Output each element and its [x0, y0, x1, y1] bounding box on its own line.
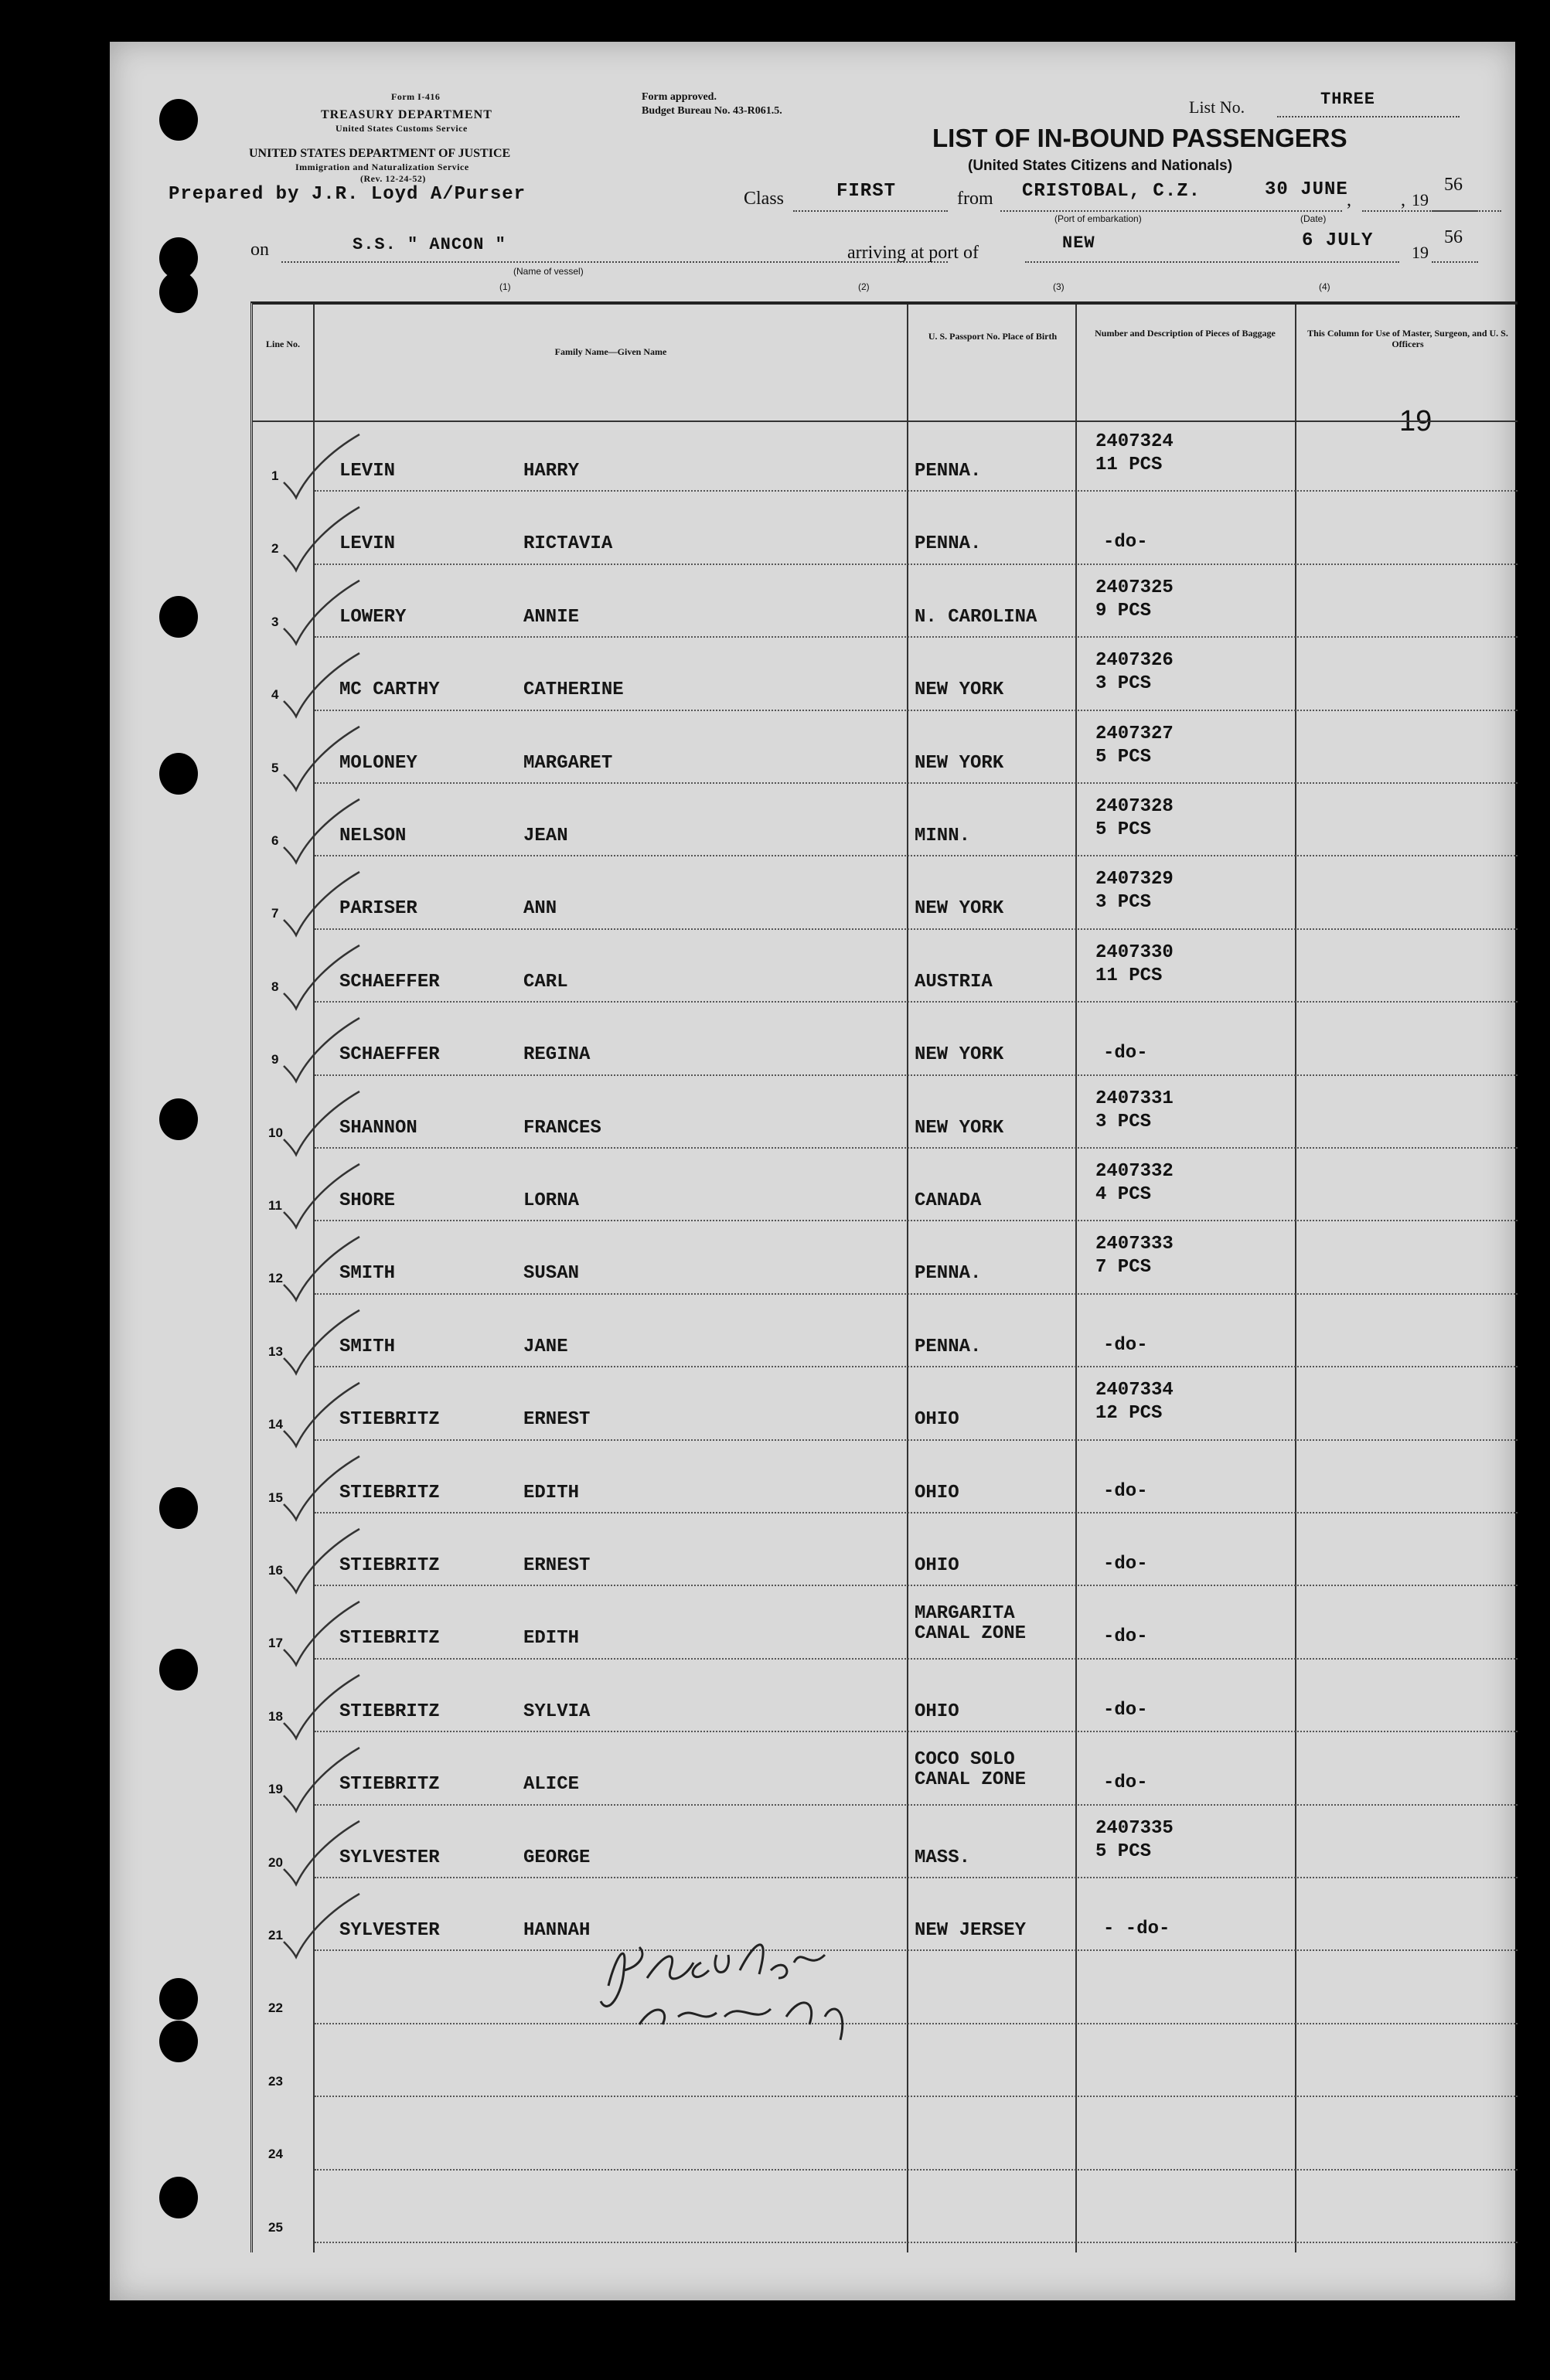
list-no-value: THREE [1320, 90, 1376, 109]
check-mark [268, 1158, 361, 1235]
baggage-number: 2407329 [1095, 869, 1174, 890]
place-of-birth: NEW YORK [915, 752, 1004, 774]
family-name: LEVIN [339, 533, 396, 555]
place-of-birth: PENNA. [915, 1263, 982, 1285]
line-number: 10 [268, 1125, 283, 1140]
dept-justice-sub: Immigration and Naturalization Service [295, 162, 469, 172]
line-number: 2 [271, 541, 279, 557]
page-title: LIST OF IN-BOUND PASSENGERS [932, 124, 1347, 152]
row-divider [315, 928, 1518, 930]
row-divider [315, 1293, 1518, 1295]
family-name: NELSON [339, 826, 407, 846]
binder-hole [159, 1978, 198, 2020]
line-number: 6 [271, 833, 279, 848]
given-name: MARGARET [523, 752, 613, 774]
family-name: STIEBRITZ [339, 1628, 440, 1650]
row-divider [315, 564, 1518, 565]
line-number: 13 [268, 1343, 283, 1359]
place-of-birth: CANADA [915, 1190, 982, 1211]
port-embarkation: CRISTOBAL, C.Z. [1022, 181, 1201, 202]
place-of-birth: PENNA. [915, 533, 982, 555]
family-name: SCHAEFFER [339, 971, 440, 993]
baggage-number: 2407327 [1095, 723, 1174, 744]
given-name: GEORGE [523, 1847, 591, 1868]
page-subtitle: (United States Citizens and Nationals) [968, 158, 1233, 174]
passenger-table [250, 301, 1518, 2252]
row-divider [315, 1001, 1518, 1003]
date-arrival: 6 JULY [1302, 230, 1374, 251]
family-name: SYLVESTER [339, 1847, 440, 1868]
col-num-3: (3) [1053, 281, 1065, 292]
row-divider [315, 2242, 1518, 2243]
line-number: 18 [268, 1708, 283, 1724]
row-divider [315, 1804, 1518, 1806]
manifest-page: Form I-416 TREASURY DEPARTMENT United States Customs Service UNITED STATES DEPARTMENT OF JUSTICE Immigration and Naturalization Service (Rev. 12-24-52) Form approved. Budget Bureau No. 43-R061.5. List No. THREE LIST OF IN-BOUND PASSENGERS (United States Citizens and Nationals) Prepared by J.R. Loyd A/Purser Class FIRST from CRISTOBAL, C.Z. (Port of embarkation) , 30 JUNE (Date) , 19 56 on S.S. " ANCON " (Name of vessel) arriving at port of NEW 6 JULY 19 56 (1) (2) (3) (4) 19 Line No. Family Name—Given Name U. S. Passport No. Place of Birth Number and Description of Pieces of Baggage This Column for Use of Master, Surgeon, and U. S. Officers 1 LEVIN HARRY PENNA. 2407324 11 PCS 2 LEVIN RICTAVIA PENNA. -do- 3 LOWERY ANNIE N. CAROLINA 2407325 9 PCS 4 MC CARTHY CATHERINE NEW YORK 2407326 3 PCS 5 MOLONEY MARGARET NEW YORK 2407327 5 PCS 6 NELSON JEAN MINN. 2407328 5 PCS 7 PARISER ANN NEW YORK 2407329 3 PCS 8 SCHAEFFER CARL AUSTRIA 2407330 11 PCS 9 SCHAEFFER REGINA NEW YORK -do- 10 SHANNON FRANCES NEW YORK 2407331 3 PCS 11 SHORE LORNA CANADA 2407332 4 PCS 12 SMITH SUSAN PENNA. 2407333 7 PCS 13 SMITH JANE PENNA. -do- 14 STIEBRITZ ERNEST OHIO 2407334 12 PCS 15 STIEBRITZ EDITH OHIO -do- 16 STIEBRITZ ERNEST OHIO -do- 17 STIEBRITZ EDITH MARGARITA CANAL ZONE -do- 18 STIEBRITZ SYLVIA OHIO -do- 19 STIEBRITZ ALICE COCO SOLO CANAL ZONE -do- 20 SYLVESTER GEORGE MASS. 2407335 5 PCS 21 SYLVESTER HANNAH NEW JERSEY - -do- 22 23 24 25 [110, 42, 1515, 2300]
baggage-number: 2407335 [1095, 1817, 1174, 1839]
place-of-birth: PENNA. [915, 1336, 982, 1357]
given-name: SUSAN [523, 1263, 580, 1285]
check-mark [268, 1742, 361, 1819]
col-header-baggage: Number and Description of Pieces of Baggage [1095, 328, 1276, 339]
check-mark [268, 1450, 361, 1527]
date-caption: (Date) [1300, 213, 1327, 224]
date-departure: 30 JUNE [1265, 179, 1348, 200]
row-divider [315, 855, 1518, 856]
arriving-label: arriving at port of [847, 243, 979, 263]
family-name: SYLVESTER [339, 1920, 440, 1941]
baggage-ditto: -do- [1103, 1626, 1148, 1648]
baggage-pieces: 5 PCS [1095, 1840, 1152, 1862]
row-divider [315, 1877, 1518, 1878]
check-mark [268, 866, 361, 943]
baggage-pieces: 12 PCS [1095, 1403, 1163, 1425]
family-name: MC CARTHY [339, 679, 440, 701]
baggage-pieces: 5 PCS [1095, 746, 1152, 768]
family-name: LOWERY [339, 606, 407, 628]
check-mark [268, 1815, 361, 1892]
row-divider [315, 1512, 1518, 1513]
given-name: REGINA [523, 1044, 591, 1066]
baggage-ditto: -do- [1103, 1772, 1148, 1794]
from-label: from [957, 189, 993, 209]
place-of-birth: OHIO [915, 1482, 959, 1503]
family-name: STIEBRITZ [339, 1701, 440, 1722]
class-value: FIRST [836, 181, 897, 202]
family-name: STIEBRITZ [339, 1774, 440, 1796]
form-revision: (Rev. 12-24-52) [360, 173, 426, 184]
baggage-ditto: - -do- [1103, 1919, 1170, 1939]
place-of-birth-2: CANAL ZONE [915, 1623, 1027, 1645]
line-number: 15 [268, 1490, 283, 1505]
baggage-number: 2407325 [1095, 577, 1174, 598]
line-number: 14 [268, 1417, 283, 1432]
port-embarkation-caption: (Port of embarkation) [1054, 213, 1142, 224]
binder-hole [159, 1098, 198, 1140]
given-name: HANNAH [523, 1920, 591, 1941]
inspector-signature [593, 1924, 918, 2048]
given-name: LORNA [523, 1190, 580, 1211]
place-of-birth: NEW YORK [915, 679, 1004, 701]
place-of-birth: MASS. [915, 1847, 971, 1868]
check-mark [268, 1669, 361, 1746]
place-of-birth: NEW YORK [915, 1117, 1004, 1139]
line-number: 11 [268, 1198, 282, 1213]
row-divider [315, 1658, 1518, 1660]
row-divider [315, 1366, 1518, 1367]
place-of-birth: N. CAROLINA [915, 606, 1037, 628]
baggage-pieces: 3 PCS [1095, 892, 1152, 914]
baggage-pieces: 4 PCS [1095, 1184, 1152, 1205]
baggage-pieces: 7 PCS [1095, 1257, 1152, 1279]
baggage-pieces: 3 PCS [1095, 673, 1152, 695]
family-name: SMITH [339, 1263, 396, 1285]
sheet-number: 19 [1399, 405, 1432, 438]
line-number: 12 [268, 1271, 283, 1286]
line-number: 19 [268, 1782, 283, 1797]
baggage-ditto: -do- [1103, 1043, 1148, 1064]
row-divider [315, 1731, 1518, 1732]
year-arrival: 56 [1444, 227, 1463, 247]
line-number: 8 [271, 979, 279, 994]
place-of-birth: AUSTRIA [915, 971, 993, 993]
check-mark [268, 1523, 361, 1600]
row-divider [315, 2096, 1518, 2097]
binder-hole [159, 1487, 198, 1529]
baggage-ditto: -do- [1103, 1699, 1148, 1721]
baggage-number: 2407328 [1095, 796, 1174, 817]
check-mark [268, 793, 361, 870]
given-name: CARL [523, 971, 568, 993]
col-header-name: Family Name—Given Name [554, 346, 667, 357]
line-number: 24 [268, 2147, 283, 2162]
row-divider [315, 782, 1518, 784]
form-number: Form I-416 [391, 91, 441, 102]
place-of-birth: PENNA. [915, 461, 982, 482]
col-header-line: Line No. [265, 339, 300, 349]
given-name: JANE [523, 1336, 568, 1357]
family-name: STIEBRITZ [339, 1482, 440, 1503]
given-name: ANNIE [523, 606, 580, 628]
baggage-number: 2407334 [1095, 1380, 1174, 1401]
row-divider [315, 2169, 1518, 2171]
line-number: 4 [271, 687, 279, 703]
given-name: EDITH [523, 1628, 580, 1650]
check-mark [268, 428, 361, 506]
place-of-birth: NEW YORK [915, 1044, 1004, 1066]
line-number: 3 [271, 614, 279, 629]
binder-hole [159, 271, 198, 313]
check-mark [268, 1304, 361, 1381]
budget-bureau: Budget Bureau No. 43-R061.5. [642, 105, 782, 117]
given-name: SYLVIA [523, 1701, 591, 1722]
place-of-birth: OHIO [915, 1555, 959, 1576]
family-name: SCHAEFFER [339, 1044, 440, 1066]
prepared-by: Prepared by J.R. Loyd A/Purser [169, 184, 526, 205]
check-mark [268, 1377, 361, 1454]
check-mark [268, 1012, 361, 1089]
given-name: CATHERINE [523, 679, 624, 701]
place-of-birth: MINN. [915, 826, 971, 846]
year-prefix: 19 [1412, 190, 1429, 209]
year-prefix-2: 19 [1412, 243, 1429, 262]
baggage-pieces: 3 PCS [1095, 1111, 1152, 1132]
form-approved: Form approved. [642, 91, 717, 103]
given-name: JEAN [523, 826, 568, 846]
check-mark [268, 1085, 361, 1163]
family-name: STIEBRITZ [339, 1409, 440, 1431]
place-of-birth: NEW YORK [915, 898, 1004, 920]
check-mark [268, 574, 361, 652]
given-name: RICTAVIA [523, 533, 613, 555]
binder-hole [159, 2021, 198, 2062]
row-divider [315, 636, 1518, 638]
year-departure: 56 [1444, 175, 1463, 195]
dept-justice: UNITED STATES DEPARTMENT OF JUSTICE [249, 147, 511, 160]
check-mark [268, 720, 361, 798]
baggage-pieces: 9 PCS [1095, 600, 1152, 621]
place-of-birth: COCO SOLO [915, 1749, 1015, 1771]
line-number: 23 [268, 2073, 283, 2089]
baggage-pieces: 5 PCS [1095, 819, 1152, 840]
line-number: 25 [268, 2219, 283, 2235]
vessel-caption: (Name of vessel) [513, 266, 584, 277]
family-name: SHANNON [339, 1117, 417, 1139]
row-divider [315, 1147, 1518, 1149]
baggage-ditto: -do- [1103, 1554, 1148, 1575]
line-number: 17 [268, 1636, 283, 1651]
check-mark [268, 1888, 361, 1965]
family-name: PARISER [339, 898, 417, 920]
row-divider [315, 1585, 1518, 1586]
place-of-birth: OHIO [915, 1409, 959, 1431]
check-mark [268, 939, 361, 1016]
baggage-number: 2407332 [1095, 1161, 1174, 1182]
family-name: SMITH [339, 1336, 396, 1357]
check-mark [268, 1595, 361, 1673]
binder-hole [159, 1649, 198, 1691]
given-name: HARRY [523, 461, 580, 482]
baggage-ditto: -do- [1103, 1334, 1148, 1356]
place-of-birth: OHIO [915, 1701, 959, 1722]
row-divider [315, 1220, 1518, 1221]
line-number: 5 [271, 760, 279, 775]
family-name: MOLONEY [339, 752, 417, 774]
given-name: ERNEST [523, 1409, 591, 1431]
dept-treasury: TREASURY DEPARTMENT [321, 108, 492, 121]
line-number: 20 [268, 1854, 283, 1870]
row-divider [315, 1074, 1518, 1076]
baggage-number: 2407331 [1095, 1088, 1174, 1109]
col-header-officers: This Column for Use of Master, Surgeon, and U. S. Officers [1307, 328, 1508, 349]
family-name: LEVIN [339, 461, 396, 482]
line-number: 16 [268, 1563, 283, 1578]
place-of-birth: MARGARITA [915, 1603, 1015, 1625]
check-mark [268, 1231, 361, 1308]
col-num-4: (4) [1319, 281, 1330, 292]
given-name: EDITH [523, 1482, 580, 1503]
baggage-number: 2407326 [1095, 650, 1174, 672]
baggage-number: 2407333 [1095, 1234, 1174, 1255]
baggage-number: 2407330 [1095, 941, 1174, 963]
family-name: SHORE [339, 1190, 396, 1211]
row-divider [315, 710, 1518, 711]
line-number: 7 [271, 906, 279, 921]
line-number: 1 [271, 468, 279, 483]
baggage-number: 2407324 [1095, 431, 1174, 452]
col-num-2: (2) [858, 281, 870, 292]
class-label: Class [744, 189, 785, 209]
given-name: ALICE [523, 1774, 580, 1796]
given-name: FRANCES [523, 1117, 601, 1139]
binder-hole [159, 596, 198, 638]
row-divider [315, 1439, 1518, 1441]
port-arrival: NEW [1062, 233, 1095, 253]
row-divider [315, 490, 1518, 492]
baggage-ditto: -do- [1103, 1480, 1148, 1502]
given-name: ANN [523, 898, 557, 920]
col-num-1: (1) [499, 281, 511, 292]
dept-treasury-sub: United States Customs Service [336, 123, 468, 134]
family-name: STIEBRITZ [339, 1555, 440, 1576]
check-mark [268, 501, 361, 578]
place-of-birth: NEW JERSEY [915, 1920, 1027, 1941]
line-number: 21 [268, 1928, 283, 1942]
place-of-birth-2: CANAL ZONE [915, 1769, 1027, 1791]
line-number: 22 [268, 2000, 283, 2016]
baggage-ditto: -do- [1103, 532, 1148, 553]
check-mark [268, 647, 361, 724]
baggage-pieces: 11 PCS [1095, 965, 1163, 986]
col-header-passport: U. S. Passport No. Place of Birth [928, 331, 1058, 342]
binder-hole [159, 99, 198, 141]
binder-hole [159, 2177, 198, 2218]
list-no-label: List No. [1189, 97, 1245, 117]
binder-hole [159, 753, 198, 795]
given-name: ERNEST [523, 1555, 591, 1576]
line-number: 9 [271, 1052, 279, 1067]
vessel-name: S.S. " ANCON " [353, 235, 506, 254]
baggage-pieces: 11 PCS [1095, 455, 1163, 475]
on-label: on [250, 240, 269, 260]
